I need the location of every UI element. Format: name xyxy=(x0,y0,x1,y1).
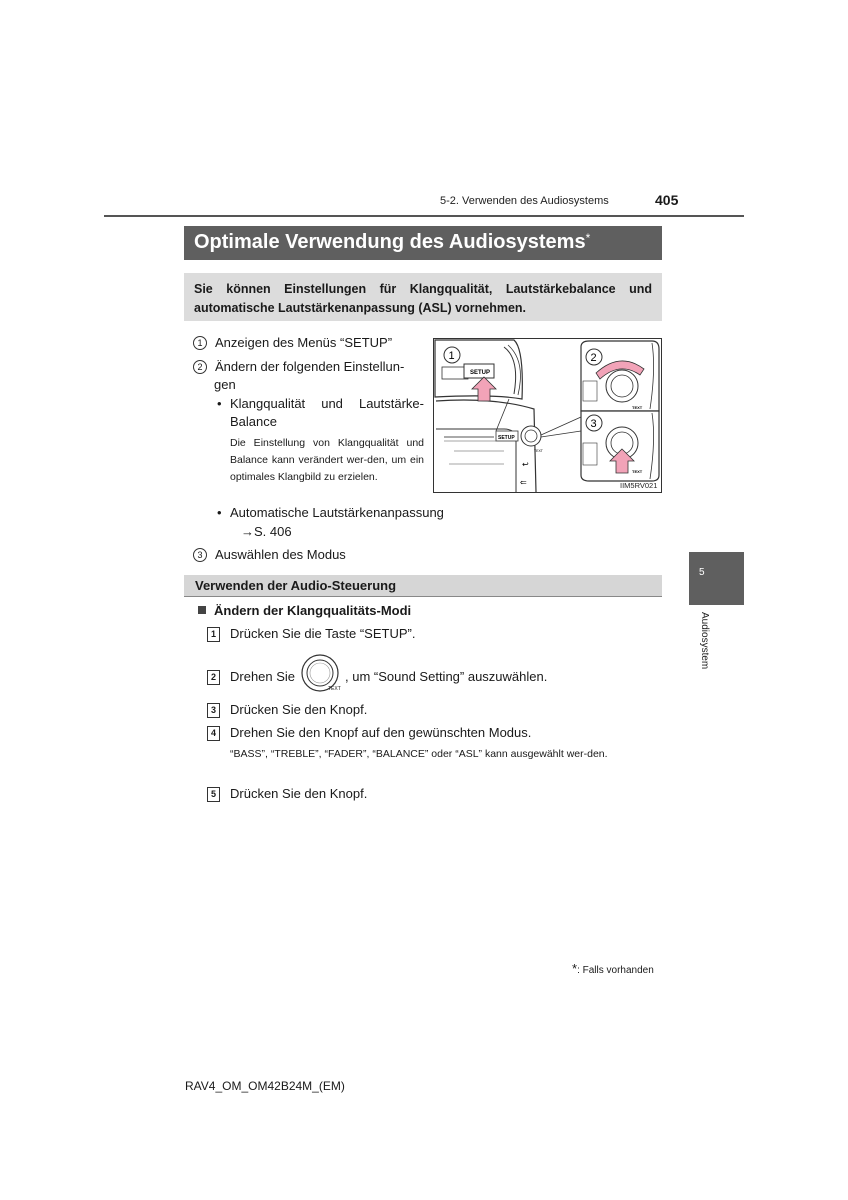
svg-text:TEXT: TEXT xyxy=(534,449,543,453)
step-1-text: Drücken Sie die Taste “SETUP”. xyxy=(230,626,416,641)
bullet-1-note: Die Einstellung von Klangqualität und Balance kann verändert wer-den, um ein optimales Klangbild zu erzielen. xyxy=(230,437,424,483)
step-4-text: Drehen Sie den Knopf auf den gewünschten Modus. xyxy=(230,725,532,740)
svg-text:↩: ↩ xyxy=(522,460,529,469)
knob-text-label: TEXT xyxy=(328,686,341,692)
item-1-text: Anzeigen des Menüs “SETUP” xyxy=(215,335,393,350)
subsection-bar xyxy=(184,575,662,597)
item-2-text-line2: gen xyxy=(214,377,236,392)
footnote-asterisk: * xyxy=(572,961,578,976)
step-number-3: 3 xyxy=(207,703,220,718)
step-3 xyxy=(207,700,367,719)
step-5 xyxy=(207,784,367,803)
procedure-heading xyxy=(198,601,411,620)
circled-number-2: 2 xyxy=(193,360,207,374)
svg-text:2: 2 xyxy=(590,352,597,364)
bullet-2-line1: Automatische Lautstärkenanpassung xyxy=(230,505,444,520)
title-bar xyxy=(184,226,662,260)
item-2-text-line1: Ändern der folgenden Einstellun- xyxy=(215,359,405,374)
figure-code: IIM5RV021 xyxy=(620,481,658,490)
item-2 xyxy=(193,357,404,376)
header-rule xyxy=(104,215,744,217)
circled-number-3: 3 xyxy=(193,548,207,562)
svg-text:TEXT: TEXT xyxy=(632,405,643,410)
setup-illustration xyxy=(433,338,662,493)
bullet-2-marker: • xyxy=(217,505,222,520)
bullet-2-line2: →S. 406 xyxy=(241,524,292,539)
svg-text:SETUP: SETUP xyxy=(498,435,515,441)
chapter-tab xyxy=(689,552,744,605)
item-1 xyxy=(193,333,392,352)
step-3-text: Drücken Sie den Knopf. xyxy=(230,702,368,717)
subsection-title: Verwenden der Audio-Steuerung xyxy=(195,578,397,593)
footnote-text: : Falls vorhanden xyxy=(577,965,654,976)
chapter-label: Audiosystem xyxy=(699,612,710,670)
running-header-section: 5-2. Verwenden des Audiosystems xyxy=(440,195,609,207)
step-5-text: Drücken Sie den Knopf. xyxy=(230,786,368,801)
svg-text:⇐: ⇐ xyxy=(520,478,527,487)
small-knob xyxy=(521,426,541,446)
title-asterisk: * xyxy=(585,231,591,245)
procedure-heading-text: Ändern der Klangqualitäts-Modi xyxy=(214,603,412,618)
intro-box: Sie können Einstellungen für Klangqualität, Lautstärkebalance und automatische Lautstärkenanpassung (ASL) vornehmen. xyxy=(184,273,662,321)
svg-text:1: 1 xyxy=(448,350,455,362)
step-number-2: 2 xyxy=(207,670,220,685)
page-title-text: Optimale Verwendung des Audiosystems xyxy=(194,231,586,253)
page-title xyxy=(194,231,590,254)
item-3-text: Auswählen des Modus xyxy=(215,547,346,562)
step-1 xyxy=(207,624,415,643)
step-number-1: 1 xyxy=(207,627,220,642)
square-bullet-icon xyxy=(198,606,206,614)
page-number: 405 xyxy=(655,192,679,208)
illustration-svg xyxy=(434,339,661,492)
step-2-text-before: Drehen Sie xyxy=(230,669,296,684)
bullet-1-line1: Klangqualität und Lautstärke- xyxy=(230,396,424,411)
svg-text:SETUP: SETUP xyxy=(470,370,491,376)
bullet-1-marker: • xyxy=(217,396,222,411)
step-2-text-after: , um “Sound Setting” auszuwählen. xyxy=(345,669,548,684)
footnote xyxy=(572,961,654,976)
chapter-number: 5 xyxy=(699,567,705,578)
step-number-5: 5 xyxy=(207,787,220,802)
svg-text:TEXT: TEXT xyxy=(632,469,643,474)
step-4 xyxy=(207,723,531,742)
step-number-4: 4 xyxy=(207,726,220,741)
circled-number-1: 1 xyxy=(193,336,207,350)
item-3 xyxy=(193,545,346,564)
svg-text:3: 3 xyxy=(590,418,597,430)
step-4-note: “BASS”, “TREBLE”, “FADER”, “BALANCE” oder “ASL” kann ausgewählt wer-den. xyxy=(230,748,608,760)
step-2 xyxy=(207,667,295,686)
bullet-1-line2: Balance xyxy=(230,414,277,429)
footer-code: RAV4_OM_OM42B24M_(EM) xyxy=(185,1079,345,1093)
